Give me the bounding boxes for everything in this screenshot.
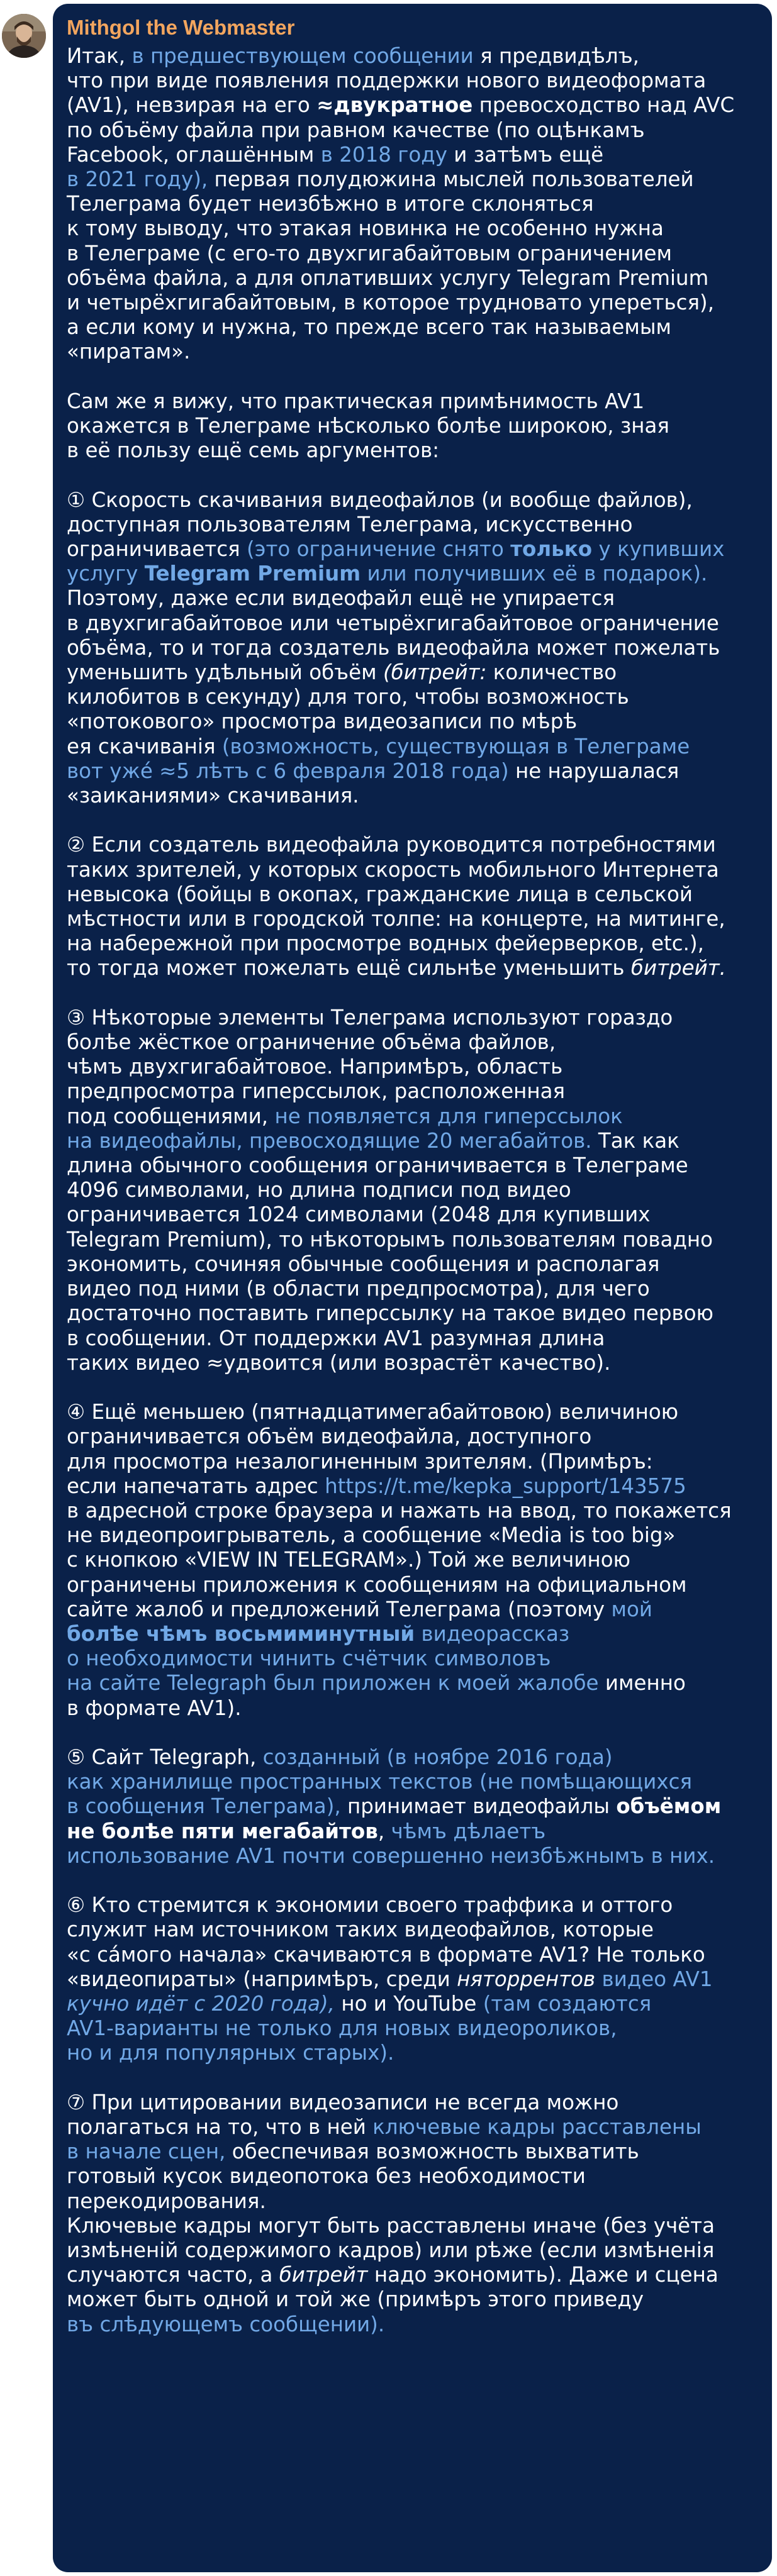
- message-link[interactable]: в сообщения Телеграма),: [67, 1794, 341, 1819]
- message-text-run: уменьшить удѣльный объём: [67, 660, 383, 685]
- message-link[interactable]: в начале сцен,: [67, 2140, 226, 2164]
- message-text-run: в адресной строке браузера и нажать на ввод, то покажется: [67, 1498, 732, 1523]
- message-link[interactable]: на сайте Telegraph был приложен к моей жалобе: [67, 1671, 599, 1696]
- message-paragraph: [67, 2090, 759, 2337]
- message-link[interactable]: видеорассказ: [415, 1621, 570, 1646]
- italic-text: (битрейт:: [383, 660, 487, 685]
- message-link[interactable]: ключевые кадры расставлены: [372, 2114, 702, 2139]
- message-text: [67, 44, 759, 2337]
- message-text-run: в её пользу ещё семь аргументов:: [67, 438, 440, 463]
- message-text-run: с кнопкою «VIEW IN TELEGRAM».) Той же величиною: [67, 1548, 630, 1572]
- message-text-run: «заиканиями» скачивания.: [67, 784, 359, 808]
- bold-text: объёмом: [616, 1794, 722, 1819]
- message-text-run: в двухгигабайтовое или четырёхгигабайтовое ограничение: [67, 611, 719, 635]
- message-text-run: то тогда может пожелать ещё сильнѣе уменьшить: [67, 956, 631, 980]
- message-text-run: и четырёхгигабайтовым, в которое трудновато упереться),: [67, 291, 715, 315]
- message-link[interactable]: въ слѣдующемъ сообщении).: [67, 2312, 385, 2336]
- message-link[interactable]: (возможность, существующая в Телеграме: [221, 734, 690, 758]
- message-text-run: экономить, сочиняя обычные сообщения и располагая: [67, 1252, 660, 1276]
- message-text-run: Итак,: [67, 44, 132, 68]
- message-link[interactable]: (это ограничение снято: [246, 537, 511, 562]
- message-text-run: [595, 1967, 601, 1991]
- message-text-run: Телеграма будет неизбѣжно в итоге склоняться: [67, 192, 594, 216]
- message-text-run: «с сáмого начала» скачиваются в формате AV1? Не только: [67, 1942, 705, 1967]
- message-link[interactable]: услугу: [67, 562, 145, 586]
- message-text-run: принимает видеофайлы: [340, 1794, 617, 1819]
- message-link[interactable]: использование AV1 почти совершенно неизбѣжнымъ в них.: [67, 1843, 715, 1868]
- message-text-run: ② Если создатель видеофайла руководится потребностями: [67, 833, 716, 857]
- message-paragraph: [67, 488, 759, 809]
- message-text-run: 4096 символами, но длина подписи под видео: [67, 1178, 571, 1202]
- message-text-run: под сообщениями,: [67, 1104, 275, 1128]
- message-text-run: невысока (бойцы в окопах, гражданские лица в сельской: [67, 882, 693, 906]
- message-text-run: первая полудюжина мыслей пользователей: [208, 167, 694, 192]
- message-text-run: именно: [598, 1671, 686, 1696]
- message-bubble: [53, 4, 772, 2572]
- message-paragraph: [67, 1400, 759, 1721]
- italic-text: битрейт: [279, 2263, 368, 2287]
- message-paragraph: [67, 1006, 759, 1375]
- message-text-run: если напечатать адрес: [67, 1474, 325, 1498]
- message-text-run: мѣстности или в городской толпе: на концерте, на митинге,: [67, 907, 725, 931]
- message-text-run: в Телеграме (с его-то двухгигабайтовым ограничением: [67, 241, 673, 265]
- message-text-run: по объёму файла при равном качестве (по оцѣнкамъ: [67, 118, 645, 142]
- message-link[interactable]: в предшествующем сообщении: [131, 44, 474, 68]
- message-link[interactable]: созданный (в ноябре 2016 года): [262, 1745, 613, 1769]
- message-link[interactable]: чѣмъ дѣлаетъ: [391, 1819, 546, 1843]
- message-paragraph: [67, 833, 759, 980]
- message-link[interactable]: https://t.me/kepka_support/143575: [325, 1474, 686, 1498]
- message-text-run: что при виде появления поддержки нового видеоформата: [67, 69, 707, 93]
- message-text-run: и затѣмъ ещё: [447, 142, 604, 167]
- message-text-run: на набережной при просмотре водных фейерверков, etc.),: [67, 931, 705, 956]
- message-text-run: Сам же я вижу, что практическая примѣнимость AV1: [67, 389, 645, 413]
- message-text-run: достаточно поставить гиперссылку на такое видео первою: [67, 1301, 713, 1326]
- message-text-run: готовый кусок видеопотока без необходимости перекодирования.: [67, 2164, 586, 2213]
- message-text-run: может быть одной и той же (примѣръ этого приведу: [67, 2287, 644, 2312]
- message-text-run: ③ Нѣкоторые элементы Телеграма используют гораздо: [67, 1005, 673, 1030]
- message-text-run: в сообщении. От поддержки AV1 разумная длина: [67, 1326, 605, 1350]
- message-text-run: в формате AV1).: [67, 1696, 242, 1720]
- message-link[interactable]: мой: [611, 1597, 653, 1621]
- message-link[interactable]: только: [510, 537, 593, 562]
- message-text-run: Поэтому, даже если видеофайл ещё не упирается: [67, 586, 615, 611]
- message-link[interactable]: о необходимости чинить счётчик символовъ: [67, 1646, 551, 1671]
- message-author[interactable]: Mithgol the Webmaster: [67, 16, 295, 39]
- message-text-run: но и YouTube: [334, 1991, 483, 2016]
- message-link[interactable]: AV1-варианты не только для новых видеороликов,: [67, 2016, 617, 2041]
- message-text-run: сайте жалоб и предложений Телеграма (поэтому: [67, 1597, 612, 1621]
- message-text-run: предпросмотра гиперссылок, расположенная: [67, 1079, 566, 1104]
- message-text-run: превосходство над AVC: [472, 93, 735, 118]
- message-text-run: окажется в Телеграме нѣсколько болѣе широкою, зная: [67, 414, 669, 438]
- message-text-run: ограничивается объём видеофайла, доступного: [67, 1424, 592, 1449]
- message-text-run: ⑤ Сайт Telegraph,: [67, 1745, 263, 1769]
- message-text-run: ⑦ При цитировании видеозаписи не всегда можно: [67, 2090, 619, 2114]
- message-link[interactable]: видео AV1: [601, 1967, 713, 1991]
- message-text-run: я предвидѣлъ,: [473, 44, 640, 68]
- message-link[interactable]: Telegram Premium: [144, 562, 361, 586]
- avatar-photo-icon: [2, 14, 46, 58]
- message-text-run: таких видео ≈удвоится (или возрастёт качество).: [67, 1350, 611, 1375]
- message-text-run: доступная пользователям Телеграма, искусственно: [67, 512, 633, 536]
- message-link[interactable]: не появляется для гиперссылок: [274, 1104, 623, 1128]
- message-paragraph: [67, 1893, 759, 2065]
- message-text-run: килобитов в секунду) для того, чтобы возможность: [67, 685, 629, 709]
- message-paragraph: [67, 389, 759, 464]
- message-text-run: объёма, то и тогда создатель видеофайла может пожелать: [67, 635, 720, 660]
- message-text-run: «пиратам».: [67, 340, 191, 364]
- message-text-run: для просмотра незалогиненным зрителям. (Примѣръ:: [67, 1449, 653, 1474]
- message-link[interactable]: вот ужé ≈5 лѣтъ с 6 февраля 2018 года): [67, 758, 509, 783]
- italic-text: няторрентов: [457, 1967, 596, 1991]
- avatar[interactable]: [2, 14, 46, 58]
- message-link[interactable]: или получивших её в подарок).: [361, 562, 708, 586]
- message-text-run: служит нам источником таких видеофайлов, которые: [67, 1918, 654, 1942]
- message-text-run: ограничивается 1024 символами (2048 для купивших: [67, 1202, 651, 1227]
- message-link[interactable]: (там создаются: [483, 1991, 652, 2016]
- message-text-run: объёма файла, а для оплативших услугу Telegram Premium: [67, 265, 709, 290]
- message-text-run: к тому выводу, что этакая новинка не особенно нужна: [67, 216, 664, 241]
- message-text-run: случаются часто, а: [67, 2263, 279, 2287]
- message-text-run: «потокового» просмотра видеозаписи по мѣрѣ: [67, 709, 578, 734]
- message-text-run: не видеопроигрыватель, а сообщение «Media is too big»: [67, 1523, 676, 1548]
- message-text-run: Telegram Premium), то нѣкоторымъ пользователям повадно: [67, 1227, 713, 1252]
- message-link[interactable]: как хранилище пространных текстов (не помѣщающихся: [67, 1770, 693, 1794]
- message-text-run: длина обычного сообщения ограничивается в Телеграме: [67, 1153, 688, 1178]
- message-text-run: (AV1), невзирая на его: [67, 93, 317, 118]
- message-text-run: ⑥ Кто стремится к экономии своего траффика и оттого: [67, 1893, 673, 1918]
- message-text-run: количество: [486, 660, 617, 685]
- message-text-run: ④ Ещё меньшею (пятнадцатимегабайтовою) величиною: [67, 1400, 679, 1424]
- message-link[interactable]: у купивших: [592, 537, 725, 562]
- message-text-run: болѣе жёсткое ограничение объёма файлов,: [67, 1030, 556, 1055]
- message-paragraph: [67, 1745, 759, 1868]
- message-text-run: «видеопираты» (напримѣръ, среди: [67, 1967, 457, 1991]
- message-text-run: ,: [377, 1819, 391, 1843]
- message-text-run: чѣмъ двухгигабайтовое. Напримѣръ, область: [67, 1055, 563, 1079]
- message-text-run: ограничивается: [67, 537, 247, 562]
- message-text-run: надо экономить). Даже и сцена: [367, 2263, 718, 2287]
- message-text-run: таких зрителей, у которых скорость мобильного Интернета: [67, 857, 719, 882]
- message-link[interactable]: на видеофайлы, превосходящие 20 мегабайтов.: [67, 1128, 592, 1153]
- message-text-run: а если кому и нужна, то прежде всего так называемым: [67, 315, 672, 340]
- message-text-run: ограничены приложения к сообщениям на официальном: [67, 1572, 687, 1597]
- message-link[interactable]: болѣе чѣмъ восьмиминутный: [67, 1621, 415, 1646]
- message-text-run: Ключевые кадры могут быть расставлены иначе (без учёта: [67, 2213, 715, 2238]
- message-text-run: видео под ними (в области предпросмотра), для чего: [67, 1277, 650, 1301]
- message-text-run: полагаться на то, что в ней: [67, 2114, 373, 2139]
- message-text-run: Так как: [591, 1128, 679, 1153]
- message-link[interactable]: в 2018 году: [320, 142, 447, 167]
- message-paragraph: [67, 44, 759, 365]
- bold-text: ≈двукратное: [316, 93, 473, 118]
- bold-text: не болѣе пяти мегабайтов: [67, 1819, 378, 1843]
- message-text-run: ея скачиванія: [67, 734, 222, 758]
- message-link[interactable]: в 2021 году),: [67, 167, 208, 192]
- message-text-run: измѣненій содержимого кадров) или рѣже (если измѣненія: [67, 2238, 715, 2262]
- message-link[interactable]: но и для популярных старых).: [67, 2041, 394, 2065]
- message-link[interactable]: кучно идёт с 2020 года),: [67, 1991, 335, 2016]
- message-text-run: обеспечивая возможность выхватить: [225, 2140, 639, 2164]
- italic-text: битрейт.: [630, 956, 727, 980]
- message-text-run: ① Скорость скачивания видеофайлов (и вообще файлов),: [67, 487, 693, 512]
- message-text-run: не нарушалася: [508, 758, 679, 783]
- message-text-run: Facebook, оглашённым: [67, 142, 321, 167]
